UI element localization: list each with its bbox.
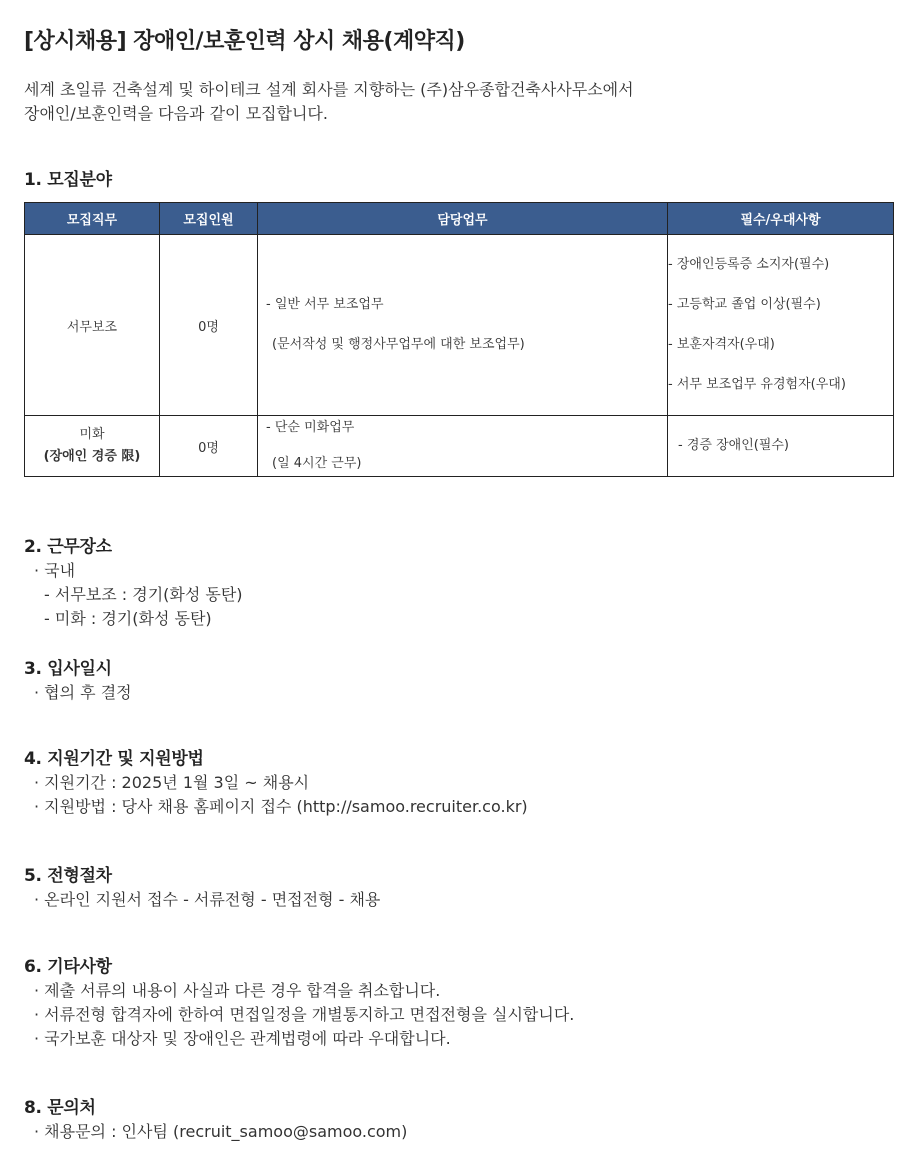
table-header-row (25, 203, 894, 235)
page-title: [상시채용] 장애인/보훈인력 상시 채용(계약직) (24, 29, 465, 54)
intro-line: 세계 초일류 건축설계 및 하이테크 설계 회사를 지향하는 (주)삼우종합건축사사무소에서 (24, 80, 634, 99)
table-row (25, 235, 894, 416)
section-other (24, 955, 574, 1051)
requirement-line: - 장애인등록증 소지자(필수) (668, 257, 830, 272)
section-title: 6. 기타사항 (24, 957, 112, 977)
requirement-line: - 서무 보조업무 유경험자(우대) (668, 377, 846, 392)
section-start-date (24, 657, 132, 705)
duty-line: - 단순 미화업무 (266, 420, 355, 435)
duty-line: (문서작성 및 행정사무업무에 대한 보조업무) (272, 337, 525, 352)
section-title: 1. 모집분야 (24, 170, 112, 190)
section-line: - 미화 : 경기(화성 동탄) (44, 609, 212, 628)
table-header-cell: 모집직무 (25, 203, 160, 235)
table-header-cell: 담당업무 (258, 203, 668, 235)
section-line: · 지원방법 : 당사 채용 홈페이지 접수 (http://samoo.recruiter.co.kr) (34, 797, 528, 816)
position-note: (장애인 경증 限) (43, 449, 141, 464)
intro-text (24, 78, 634, 126)
requirement-line: - 보훈자격자(우대) (668, 337, 775, 352)
section-line: · 국가보훈 대상자 및 장애인은 관계법령에 따라 우대합니다. (34, 1029, 451, 1048)
section-recruit-field (24, 168, 112, 192)
duty-cell (258, 235, 668, 416)
section-title: 2. 근무장소 (24, 537, 112, 557)
requirement-cell (668, 235, 894, 416)
requirement-cell (668, 416, 894, 477)
section-title: 5. 전형절차 (24, 866, 112, 886)
table-header-cell: 필수/우대사항 (668, 203, 894, 235)
table-header-cell: 모집인원 (160, 203, 258, 235)
section-application (24, 747, 528, 819)
section-process (24, 864, 380, 912)
count-cell: 0명 (160, 416, 258, 477)
section-line: - 서무보조 : 경기(화성 동탄) (44, 585, 243, 604)
section-line: · 국내 (34, 561, 76, 580)
section-title: 3. 입사일시 (24, 659, 112, 679)
count-cell: 0명 (160, 235, 258, 416)
section-contact (24, 1096, 407, 1144)
section-line: · 지원기간 : 2025년 1월 3일 ~ 채용시 (34, 773, 310, 792)
duty-line: (일 4시간 근무) (272, 456, 362, 471)
section-work-location (24, 535, 243, 631)
table-row (25, 416, 894, 477)
section-title: 8. 문의처 (24, 1098, 96, 1118)
position-cell (25, 416, 160, 477)
section-line: · 서류전형 합격자에 한하여 면접일정을 개별통지하고 면접전형을 실시합니다. (34, 1005, 575, 1024)
duty-cell (258, 416, 668, 477)
duty-line: - 일반 서무 보조업무 (266, 297, 384, 312)
position-cell: 서무보조 (25, 235, 160, 416)
recruit-table (24, 202, 894, 477)
section-line: · 협의 후 결정 (34, 683, 132, 702)
requirement-line: - 경증 장애인(필수) (678, 438, 790, 453)
section-line: · 제출 서류의 내용이 사실과 다른 경우 합격을 취소합니다. (34, 981, 441, 1000)
contact-line: · 채용문의 : 인사팀 (recruit_samoo@samoo.com) (34, 1122, 408, 1141)
section-line: · 온라인 지원서 접수 - 서류전형 - 면접전형 - 채용 (34, 890, 381, 909)
intro-line: 장애인/보훈인력을 다음과 같이 모집합니다. (24, 104, 328, 123)
section-title: 4. 지원기간 및 지원방법 (24, 749, 204, 769)
requirement-line: - 고등학교 졸업 이상(필수) (668, 297, 821, 312)
position-name: 미화 (79, 427, 105, 442)
